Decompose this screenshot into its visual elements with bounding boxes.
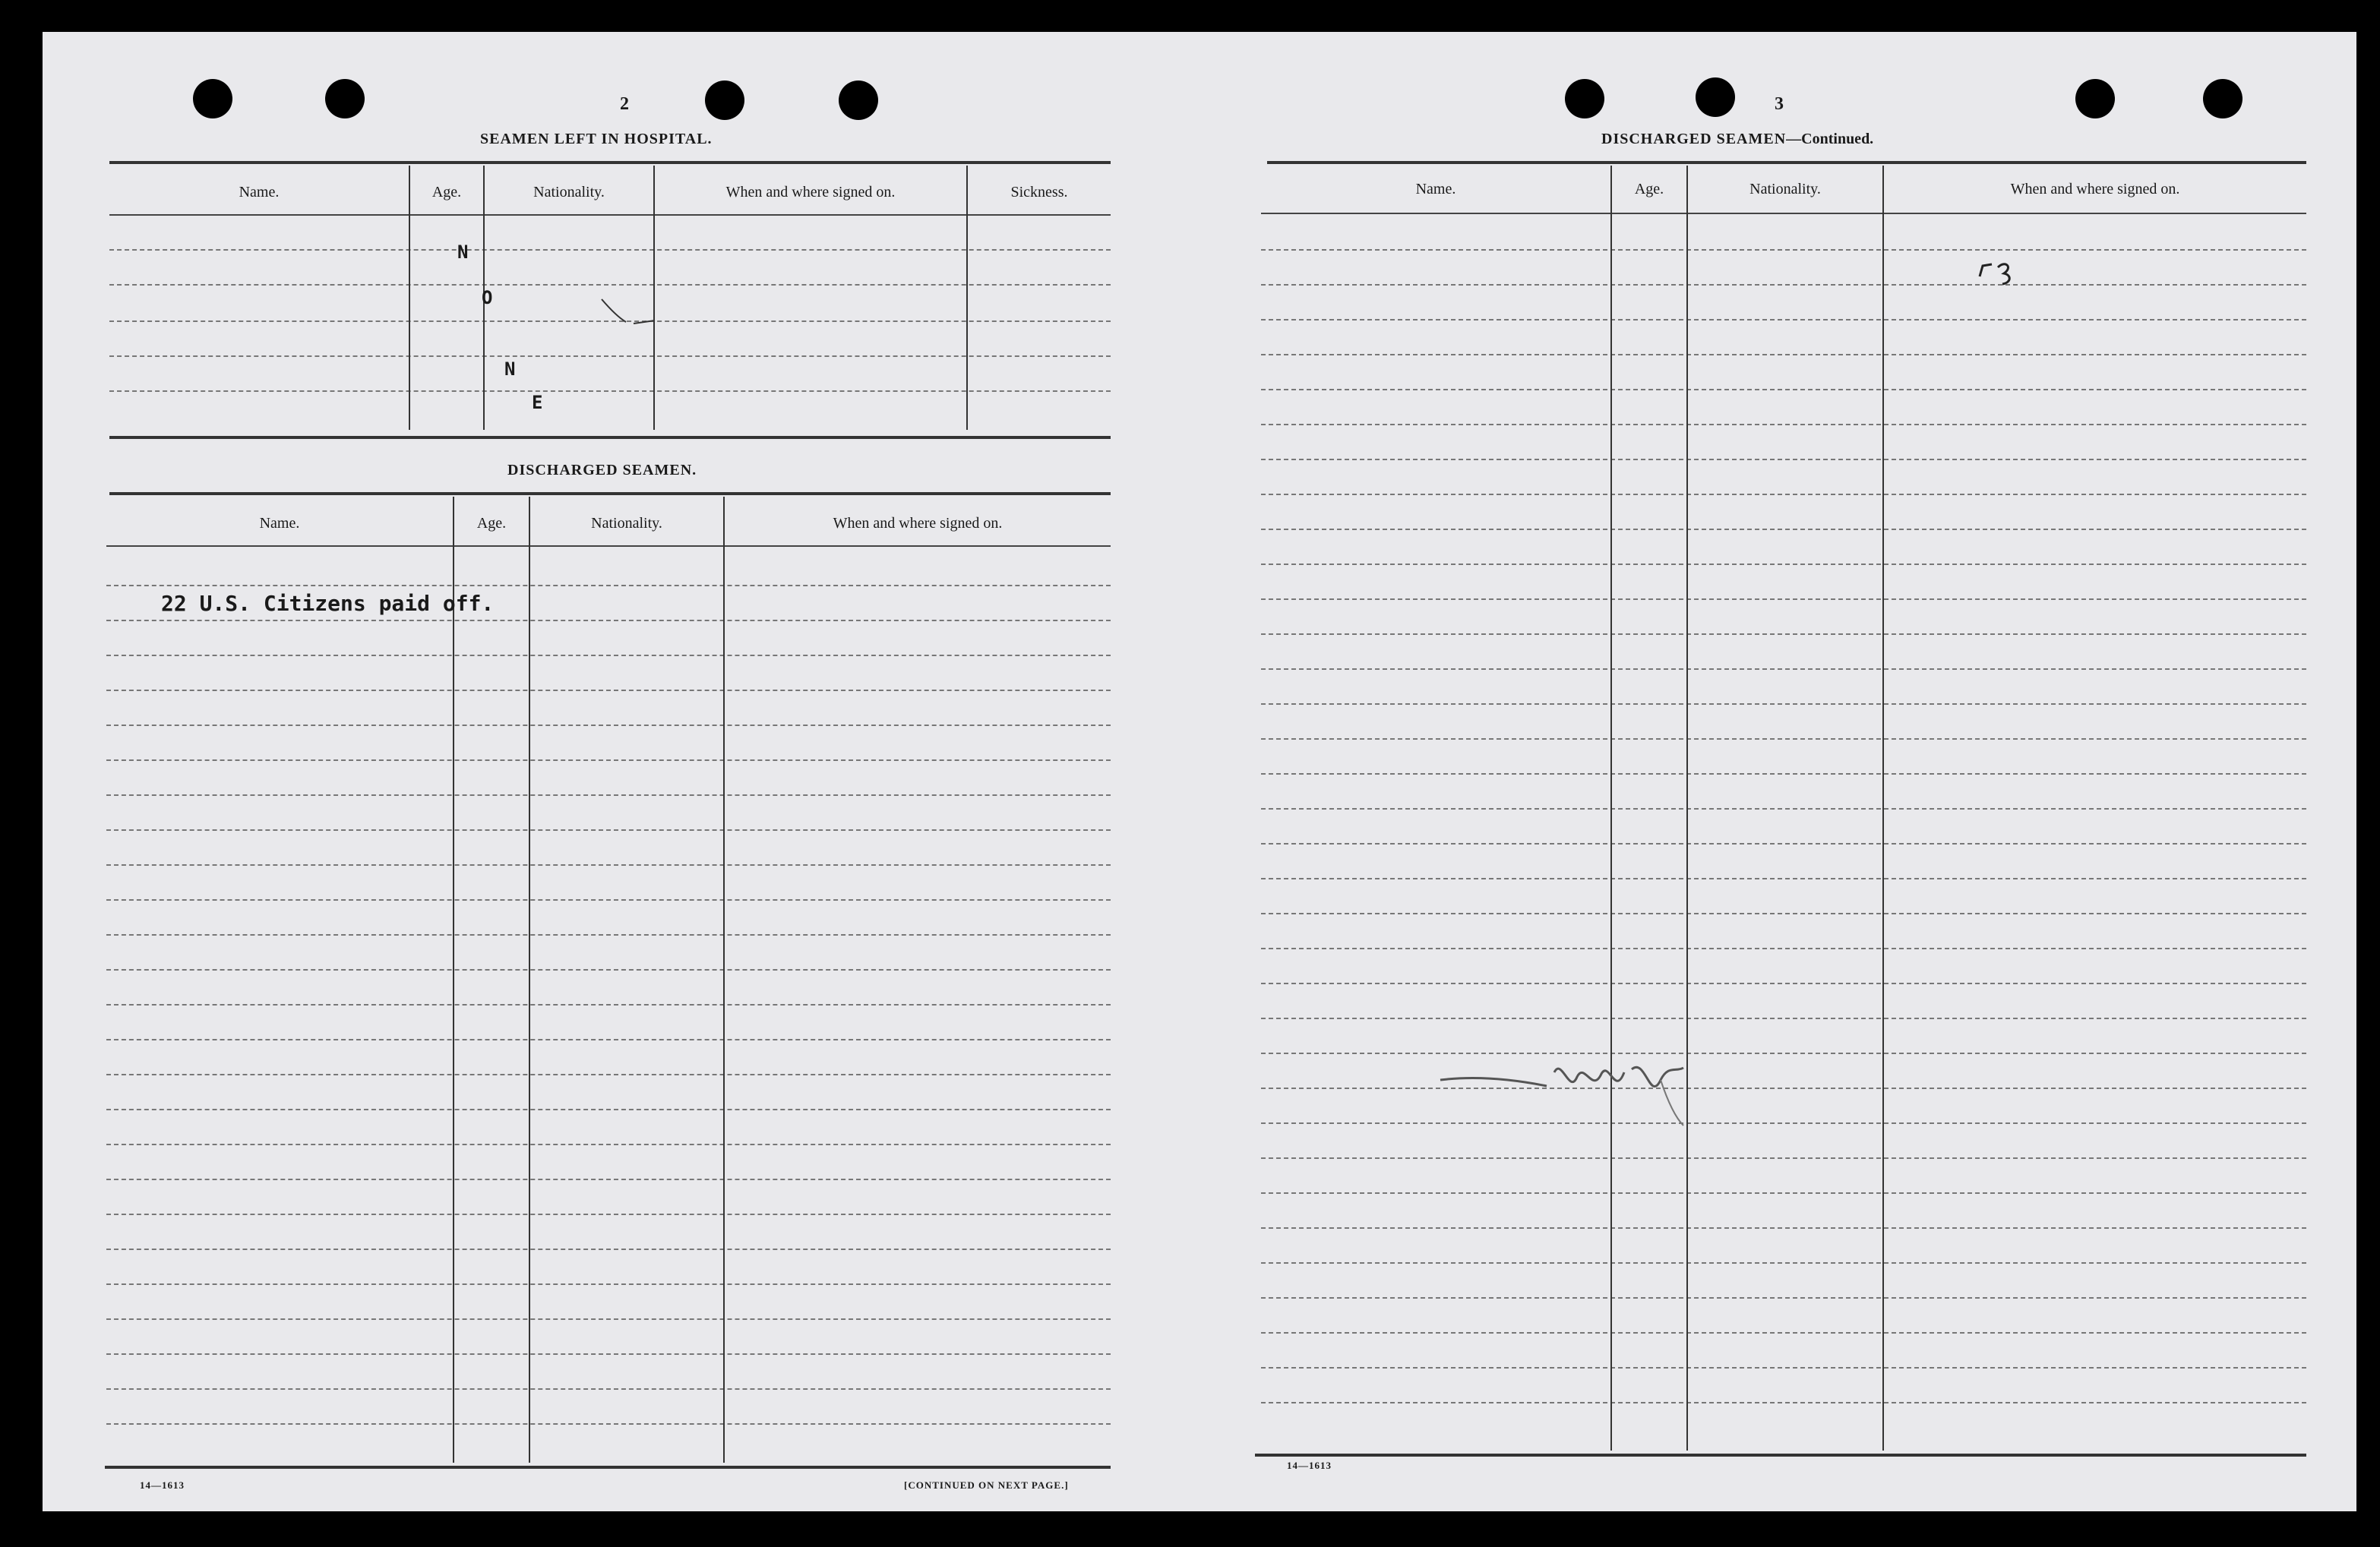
col-header-name: Name. — [239, 184, 280, 200]
pen-stroke-mark — [596, 295, 687, 340]
discharged-continued-title — [1601, 131, 1873, 148]
hospital-bottom-rule — [109, 436, 1111, 439]
title-main: DISCHARGED SEAMEN — [1601, 131, 1787, 147]
col-header-nationality: Nationality. — [1749, 181, 1821, 197]
none-mark-letter: N — [504, 358, 516, 380]
punch-hole — [705, 81, 744, 120]
right-top-rule — [1267, 161, 2306, 164]
punch-hole — [325, 79, 365, 118]
right-bottom-rule — [1255, 1454, 2306, 1457]
col-header-name: Name. — [259, 515, 300, 532]
none-mark-letter: N — [457, 242, 469, 263]
col-header-age: Age. — [431, 184, 462, 200]
punch-hole — [839, 81, 878, 120]
continued-note: [CONTINUED ON NEXT PAGE.] — [904, 1479, 1069, 1491]
col-header-age: Age. — [476, 515, 507, 532]
col-header-name: Name. — [1415, 181, 1456, 197]
punch-hole — [2075, 79, 2115, 118]
document-sheet — [43, 32, 2356, 1511]
discharged-section-title: DISCHARGED SEAMEN. — [507, 462, 697, 478]
col-header-age: Age. — [1634, 181, 1664, 197]
discharged-bottom-rule — [105, 1466, 1111, 1469]
punch-hole — [2203, 79, 2243, 118]
discharged-continued-table — [1261, 166, 2306, 1455]
page-number-left: 2 — [620, 94, 629, 114]
signature-bleed-through — [1433, 1034, 1752, 1141]
col-header-when-where: When and where signed on. — [833, 515, 1003, 532]
col-header-nationality: Nationality. — [591, 515, 662, 532]
hospital-section-title: SEAMEN LEFT IN HOSPITAL. — [480, 131, 713, 147]
punch-hole — [1696, 77, 1735, 117]
col-header-when-where: When and where signed on. — [725, 184, 896, 200]
col-header-nationality: Nationality. — [533, 184, 605, 200]
discharged-table — [106, 497, 1111, 1467]
form-number-right: 14—1613 — [1287, 1460, 1332, 1471]
none-mark-letter: O — [482, 287, 493, 308]
discharged-top-rule — [109, 492, 1111, 495]
form-number-left: 14—1613 — [140, 1479, 185, 1491]
handwritten-mark — [1975, 254, 2036, 292]
punch-hole — [1565, 79, 1604, 118]
hospital-table — [109, 166, 1111, 436]
col-header-sickness: Sickness. — [1010, 184, 1068, 200]
typed-entry: 22 U.S. Citizens paid off. — [161, 591, 495, 616]
title-suffix: —Continued. — [1786, 131, 1874, 147]
page-number-right: 3 — [1775, 94, 1784, 114]
punch-hole — [193, 79, 232, 118]
col-header-when-where: When and where signed on. — [2010, 181, 2180, 197]
none-mark-letter: E — [532, 392, 543, 413]
hospital-top-rule — [109, 161, 1111, 164]
